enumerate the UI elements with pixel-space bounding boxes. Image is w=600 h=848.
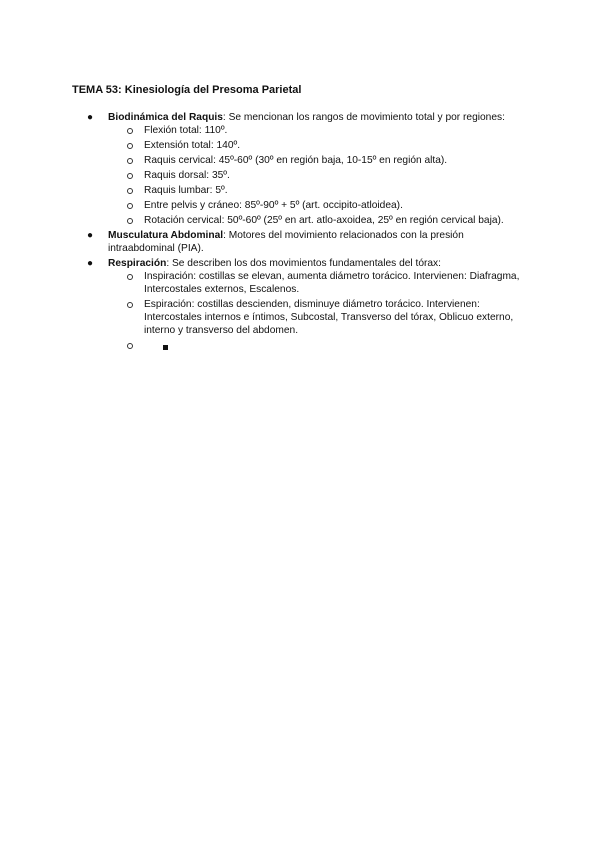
sub-list <box>108 270 528 357</box>
bullet-icon: ● <box>87 258 94 269</box>
sub-list-item-text: Raquis dorsal: 35º. <box>144 170 230 181</box>
list-item-musculatura <box>87 229 528 255</box>
sub-list-item-text: Rotación cervical: 50º-60º (25º en art. atlo-axoidea, 25º en región cervical baja). <box>144 215 504 226</box>
circle-bullet-icon <box>127 274 133 280</box>
nested-sub-list <box>144 339 528 357</box>
circle-bullet-icon <box>127 343 133 349</box>
circle-bullet-icon <box>127 143 133 149</box>
sub-list-item <box>144 270 528 296</box>
bullet-icon: ● <box>87 112 94 123</box>
sub-list-item <box>144 184 528 197</box>
sub-list-item <box>144 199 528 212</box>
sub-list-item <box>144 139 528 152</box>
sub-list-item-text: Raquis lumbar: 5º. <box>144 185 228 196</box>
bullet-icon: ● <box>87 230 94 241</box>
circle-bullet-icon <box>127 218 133 224</box>
circle-bullet-icon <box>127 302 133 308</box>
square-bullet-icon <box>163 345 168 350</box>
section-text: : Motores del movimiento relacionados con la presión intraabdominal (PIA). <box>108 230 464 254</box>
list-item-biodinamica <box>87 111 528 227</box>
circle-bullet-icon <box>127 128 133 134</box>
sub-list-item-text: Raquis cervical: 45º-60º (30º en región baja, 10-15º en región alta). <box>144 155 448 166</box>
document-title: TEMA 53: Kinesiología del Presoma Parietal <box>72 84 302 96</box>
section-heading: Biodinámica del Raquis <box>108 112 223 123</box>
circle-bullet-icon <box>127 173 133 179</box>
sub-list-item-text: Inspiración: costillas se elevan, aumenta diámetro torácico. Intervienen: Diafragma, Intercostales externos, Escalenos. <box>144 271 520 295</box>
circle-bullet-icon <box>127 188 133 194</box>
section-heading: Respiración <box>108 258 167 269</box>
list-item-respiracion <box>87 257 528 357</box>
nested-list-item-empty <box>162 339 528 353</box>
section-text: : Se describen los dos movimientos fundamentales del tórax: <box>166 258 441 269</box>
sub-list-item <box>144 214 528 227</box>
sub-list-item-text: Extensión total: 140º. <box>144 140 241 151</box>
sub-list-item <box>144 124 528 137</box>
main-bullet-list <box>87 111 528 359</box>
section-text: : Se mencionan los rangos de movimiento total y por regiones: <box>222 112 505 123</box>
sub-list-item-empty <box>144 339 528 357</box>
circle-bullet-icon <box>127 203 133 209</box>
sub-list-item-text: Espiración: costillas descienden, disminuye diámetro torácico. Intervienen: Intercostales internos e íntimos, Subcostal, Transverso del tórax, Oblicuo externo, interno y transverso del abdomen. <box>144 299 514 336</box>
sub-list-item-text: Entre pelvis y cráneo: 85º-90º + 5º (art. occipito-atloidea). <box>144 200 403 211</box>
section-heading: Musculatura Abdominal <box>108 230 224 241</box>
sub-list <box>108 124 528 227</box>
sub-list-item <box>144 154 528 167</box>
sub-list-item-text: Flexión total: 110º. <box>144 125 228 136</box>
sub-list-item <box>144 169 528 182</box>
circle-bullet-icon <box>127 158 133 164</box>
sub-list-item <box>144 298 528 337</box>
